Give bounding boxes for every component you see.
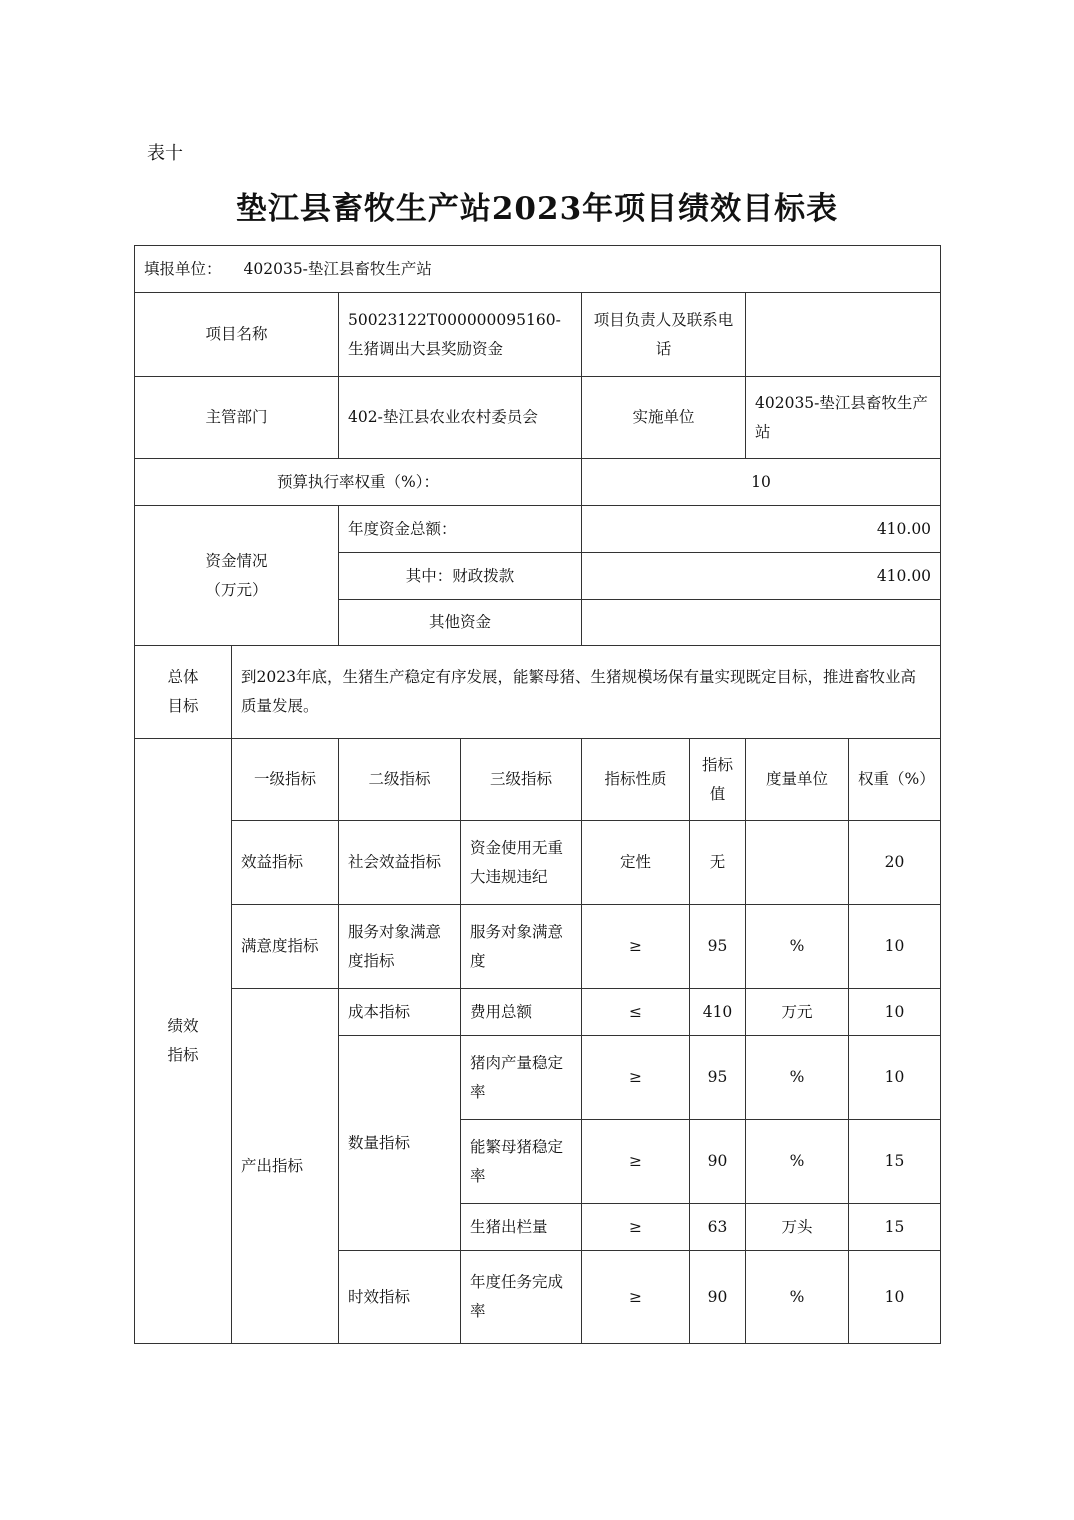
level2-cell: 时效指标: [339, 1251, 461, 1344]
table-row: [135, 821, 941, 905]
table-row: [135, 905, 941, 989]
unit-cell: 万元: [746, 989, 849, 1036]
indicators-label-line1: 绩效: [167, 1017, 199, 1035]
level2-cell: 成本指标: [339, 989, 461, 1036]
overall-goal-label-line2: 目标: [167, 697, 199, 715]
nature-cell: ≥: [582, 1036, 690, 1120]
weight-cell: 10: [849, 1251, 941, 1344]
value-cell: 95: [690, 1036, 746, 1120]
funds-label-cell: [135, 506, 339, 646]
weight-cell: 15: [849, 1120, 941, 1204]
header-level2: 二级指标: [339, 739, 461, 821]
header-nature: 指标性质: [582, 739, 690, 821]
overall-goal-row: [135, 646, 941, 739]
performance-target-table: [134, 245, 941, 1344]
table-row: [135, 989, 941, 1036]
level1-cell: 满意度指标: [232, 905, 339, 989]
level1-cell: 产出指标: [232, 989, 339, 1344]
funds-total-label: 年度资金总额：: [339, 506, 582, 553]
value-cell: 90: [690, 1120, 746, 1204]
weight-cell: 10: [849, 905, 941, 989]
overall-goal-label-cell: [135, 646, 232, 739]
reporting-unit-value: 402035-垫江县畜牧生产站: [243, 259, 432, 278]
project-name-label: 项目名称: [135, 293, 339, 377]
value-cell: 90: [690, 1251, 746, 1344]
department-row: [135, 377, 941, 459]
level3-cell: 猪肉产量稳定率: [461, 1036, 582, 1120]
indicators-label-cell: [135, 739, 232, 1344]
overall-goal-text: 到2023年底，生猪生产稳定有序发展，能繁母猪、生猪规模场保有量实现既定目标，推进畜牧业高质量发展。: [232, 646, 941, 739]
overall-goal-label-line1: 总体: [167, 668, 199, 686]
value-cell: 410: [690, 989, 746, 1036]
value-cell: 95: [690, 905, 746, 989]
unit-cell: %: [746, 1036, 849, 1120]
funds-label: 资金情况: [205, 551, 268, 570]
weight-cell: 10: [849, 1036, 941, 1120]
document-title: 垫江县畜牧生产站2023年项目绩效目标表: [235, 191, 839, 227]
reporting-unit-cell: [135, 246, 941, 293]
unit-cell: %: [746, 1120, 849, 1204]
header-level1: 一级指标: [232, 739, 339, 821]
table-number: 表十: [147, 143, 183, 164]
funds-other-value: [582, 600, 941, 646]
budget-weight-label: 预算执行率权重（%）：: [135, 459, 582, 506]
value-cell: 63: [690, 1204, 746, 1251]
funds-other-label: 其他资金: [339, 600, 582, 646]
level2-cell: 数量指标: [339, 1036, 461, 1251]
funds-unit: （万元）: [205, 580, 268, 599]
nature-cell: ≥: [582, 1120, 690, 1204]
funds-total-row: [135, 506, 941, 553]
contact-label: 项目负责人及联系电话: [582, 293, 746, 377]
project-name-value: 50023122T000000095160-生猪调出大县奖励资金: [339, 293, 582, 377]
level3-cell: 服务对象满意度: [461, 905, 582, 989]
value-cell: 无: [690, 821, 746, 905]
unit-cell: %: [746, 905, 849, 989]
reporting-unit-label: 填报单位：: [144, 259, 222, 278]
department-value: 402-垫江县农业农村委员会: [339, 377, 582, 459]
level3-cell: 能繁母猪稳定率: [461, 1120, 582, 1204]
level3-cell: 费用总额: [461, 989, 582, 1036]
level1-cell: 效益指标: [232, 821, 339, 905]
header-value: 指标值: [690, 739, 746, 821]
unit-cell: [746, 821, 849, 905]
level3-cell: 生猪出栏量: [461, 1204, 582, 1251]
implementing-unit-label: 实施单位: [582, 377, 746, 459]
unit-cell: %: [746, 1251, 849, 1344]
header-unit: 度量单位: [746, 739, 849, 821]
funds-fiscal-label: 其中：财政拨款: [339, 553, 582, 600]
implementing-unit-value: 402035-垫江县畜牧生产站: [746, 377, 941, 459]
nature-cell: ≤: [582, 989, 690, 1036]
indicator-header-row: [135, 739, 941, 821]
nature-cell: ≥: [582, 905, 690, 989]
budget-weight-row: [135, 459, 941, 506]
level3-cell: 资金使用无重大违规违纪: [461, 821, 582, 905]
level2-cell: 社会效益指标: [339, 821, 461, 905]
nature-cell: ≥: [582, 1251, 690, 1344]
contact-value: [746, 293, 941, 377]
header-weight: 权重（%）: [849, 739, 941, 821]
department-label: 主管部门: [135, 377, 339, 459]
weight-cell: 20: [849, 821, 941, 905]
level2-cell: 服务对象满意度指标: [339, 905, 461, 989]
budget-weight-value: 10: [582, 459, 941, 506]
weight-cell: 10: [849, 989, 941, 1036]
nature-cell: 定性: [582, 821, 690, 905]
level3-cell: 年度任务完成率: [461, 1251, 582, 1344]
weight-cell: 15: [849, 1204, 941, 1251]
header-level3: 三级指标: [461, 739, 582, 821]
funds-fiscal-value: 410.00: [582, 553, 941, 600]
project-name-row: [135, 293, 941, 377]
nature-cell: ≥: [582, 1204, 690, 1251]
unit-cell: 万头: [746, 1204, 849, 1251]
reporting-unit-row: [135, 246, 941, 293]
indicators-label-line2: 指标: [167, 1046, 199, 1064]
funds-total-value: 410.00: [582, 506, 941, 553]
